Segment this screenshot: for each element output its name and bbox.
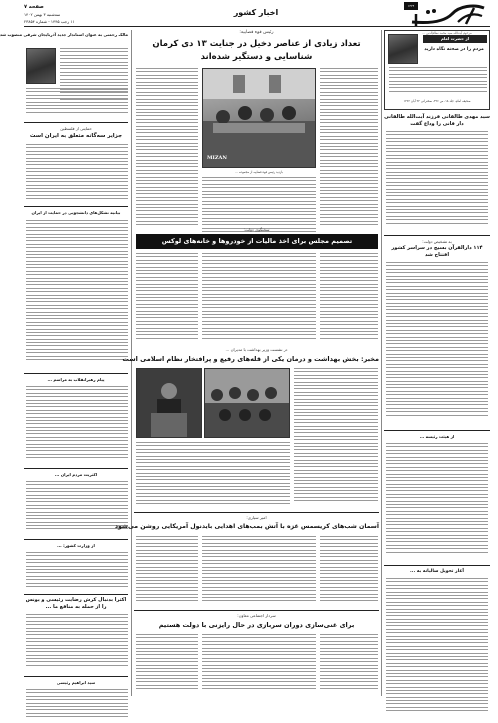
left-divider: [24, 468, 128, 469]
left-item-2-body: [26, 144, 128, 204]
gaza-body-col-3: [136, 536, 198, 606]
right-divider: [384, 235, 490, 236]
left-divider: [24, 539, 128, 540]
left-item-6-body: [26, 552, 128, 592]
quote-caption: صحیفه امام، جلد ۱۸، ص ۴۹۶، سخنرانی ۲۲ آبان ۱۳۶۲: [403, 99, 471, 103]
right-column: [384, 30, 490, 695]
health-photo-audience: [204, 368, 290, 438]
left-divider: [24, 594, 128, 595]
tax-body-col-3: [136, 253, 198, 345]
masthead-divider: [24, 26, 490, 27]
left-item-5-title: اکثریت مردم ایران ...: [54, 472, 98, 477]
main-headline: تعداد زیادی از عناصر دخیل در جنایت ۱۳ دی کرمان شناسایی و دستگیر شده‌اند: [152, 39, 361, 62]
left-item-6-title: از وزارت کشور: ...: [57, 543, 95, 548]
health-photo-speaker: [136, 368, 202, 438]
left-item-2-kicker: حمایتی از فلسطین: [60, 126, 92, 131]
right-divider: [384, 565, 490, 566]
quote-title: مردم را در صحنه نگاه دارید: [424, 47, 484, 52]
left-item-4-title: پیام رهبرانقلاب به مراسم ...: [47, 377, 105, 382]
left-item-2-headline: جزایر سه‌گانه متعلق به ایران است: [29, 133, 123, 139]
bottom-kicker: سردار اجتماعی معاون:: [237, 613, 276, 618]
left-divider: [24, 676, 128, 677]
right-item-3-title: از هیئت رئیسه ...: [419, 434, 455, 439]
section-title: اخبار کشور: [233, 8, 279, 17]
gaza-body-col-2: [202, 536, 316, 606]
bottom-body-col-1: [320, 634, 378, 694]
column-divider: [381, 30, 382, 696]
quote-body: [389, 67, 487, 97]
left-divider: [24, 206, 128, 207]
logo-badge: ۱۳۲۴: [404, 2, 418, 10]
left-item-4-body: [26, 386, 128, 466]
right-item-1-body: [386, 131, 488, 231]
left-item-3-body: [26, 220, 128, 370]
tax-body-col-2: [202, 253, 316, 345]
bottom-headline: برای غنی‌سازی دوران سربازی در حال رایزنی با دولت هستیم: [158, 621, 355, 629]
left-divider: [24, 373, 128, 374]
health-kicker: در نشست وزیر بهداشت با مدیران ...: [225, 347, 288, 352]
imam-portrait: [388, 34, 418, 64]
appointee-photo: [26, 48, 56, 84]
health-headline: مخبر: بخش بهداشت و درمان یکی از قله‌های رفیع و پرافتخار نظام اسلامی است: [122, 355, 379, 363]
left-item-5-body: [26, 481, 128, 537]
photo-watermark: MIZAN: [207, 155, 227, 161]
main-story-body-col-3: [136, 68, 198, 236]
gaza-body-col-1: [320, 536, 378, 606]
left-item-8-title: سید ابراهیم رئیسی: [56, 680, 96, 685]
date-line-hijri: ۱۱ رجب ۱۴۴۵ - شماره ۲۳۸۵۴: [24, 19, 75, 24]
left-item-1-body-2: [26, 88, 128, 118]
right-item-2-body: [386, 262, 488, 428]
brand-tagline: مرحوم آیت‌الله سید محمد نظام‌الدین ...: [422, 31, 472, 35]
left-divider: [24, 122, 128, 123]
gaza-kicker: امیر سیاری:: [246, 515, 267, 520]
right-divider: [384, 430, 490, 431]
right-item-4-body: [386, 578, 488, 723]
main-kicker: رئیس قوه قضاییه:: [239, 30, 274, 35]
main-photo-caption: بازدید رئیس قوه قضاییه از مجموعه ...: [235, 170, 283, 174]
left-item-7-title: اکثرا بدنبال کرش رضایت رئیسی و یونس را از حمله به منافع ما ...: [25, 597, 127, 610]
right-item-3-body: [386, 443, 488, 563]
tax-body-col-1: [320, 253, 378, 345]
bottom-body-col-2: [202, 634, 316, 694]
date-line: سه‌شنبه ۳ بهمن ۱۴۰۲: [24, 12, 61, 17]
tax-kicker: سخنگوی دولت:: [243, 227, 270, 232]
gaza-headline: آسمان شب‌های کریسمس غزه با آتش بمب‌های اهدایی بایدنول آمریکایی روشن می‌شود: [114, 523, 379, 530]
left-item-7-body: [26, 614, 128, 674]
right-item-4-title: آغاز تحویل سالیانه به ...: [410, 569, 464, 574]
right-item-2-title: ۱۱۴ دارالقرآن بسیج در سراسر کشور افتتاح شد: [391, 245, 483, 258]
health-body-col-1: [294, 368, 378, 510]
section-divider: [134, 512, 379, 513]
left-item-1-title: مالک رحمتی به عنوان استاندار جدید آذربایجان شرقی منصوب شد: [0, 32, 128, 37]
health-body-col-2: [136, 442, 290, 510]
bottom-body-col-3: [136, 634, 198, 694]
right-item-2-kicker: به تشخیص دولت:: [422, 239, 452, 244]
left-item-3-title: بیانیه تشکل‌های دانشجویی در حمایت از ایران: [31, 210, 121, 215]
quote-box: [384, 30, 490, 110]
right-item-1-title: سید مهدی طالقانی فرزند آیت‌الله طالقانی دار فانی را وداع گفت: [384, 114, 490, 127]
left-column: [0, 30, 128, 695]
left-item-8-body: [26, 689, 128, 723]
main-story-body-col-1: [320, 68, 378, 236]
tax-headline-banner: تصمیم مجلس برای اخذ مالیات از خودروها و خانه‌های لوکس: [136, 234, 378, 249]
page-number: صفحه ۷: [24, 4, 44, 10]
main-photo: [202, 68, 316, 168]
section-divider: [134, 610, 379, 611]
quote-label: از حضرت امام: [423, 35, 487, 43]
